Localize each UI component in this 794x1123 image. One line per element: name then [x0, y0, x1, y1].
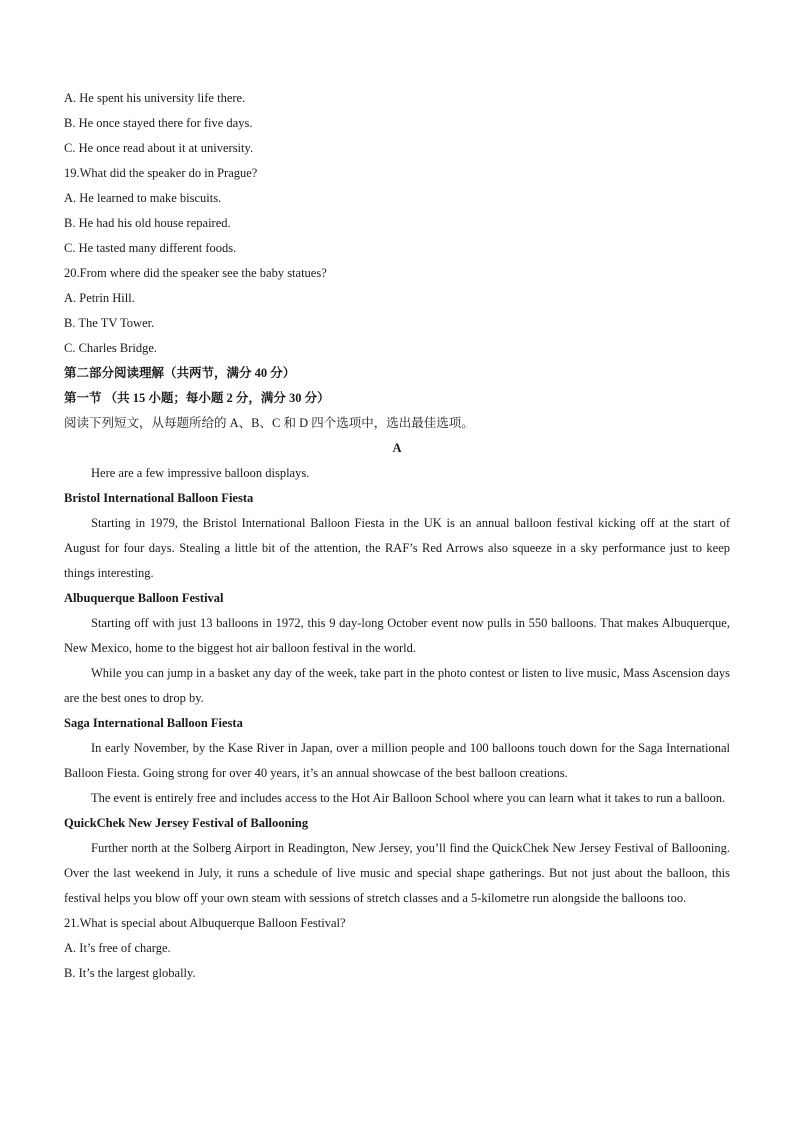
q20-question: 20.From where did the speaker see the baby statues? [64, 266, 327, 280]
q21-option-a: A. It’s free of charge. [64, 941, 171, 955]
albuquerque-paragraph-1: Starting off with just 13 balloons in 1972, this 9 day-long October event now pulls in 550 balloons. That makes Albuquerque, New Mexico, home to the biggest hot air balloon festival in the world. [64, 616, 730, 655]
part2-instructions: 阅读下列短文，从每题所给的 A、B、C 和 D 四个选项中，选出最佳选项。 [64, 416, 474, 430]
q19-question: 19.What did the speaker do in Prague? [64, 166, 258, 180]
saga-paragraph-2: The event is entirely free and includes access to the Hot Air Balloon School where you can learn what it takes to run a balloon. [91, 791, 726, 805]
q18-option-a: A. He spent his university life there. [64, 91, 246, 105]
q19-option-b: B. He had his old house repaired. [64, 216, 231, 230]
q20-option-b: B. The TV Tower. [64, 316, 155, 330]
albuquerque-paragraph-2: While you can jump in a basket any day of the week, take part in the photo contest or listen to live music, Mass Ascension days are the best ones to drop by. [64, 666, 730, 705]
q20-option-a: A. Petrin Hill. [64, 291, 135, 305]
saga-title: Saga International Balloon Fiesta [64, 716, 243, 730]
passage-intro: Here are a few impressive balloon displays. [91, 466, 310, 480]
saga-paragraph-1: In early November, by the Kase River in Japan, over a million people and 100 balloons touch down for the Saga International Balloon Fiesta. Going strong for over 40 years, it’s an annual showcase of the best balloon creations. [64, 741, 730, 780]
q19-option-c: C. He tasted many different foods. [64, 241, 237, 255]
q21-option-b: B. It’s the largest globally. [64, 966, 196, 980]
document-page [64, 86, 730, 986]
quickchek-title: QuickChek New Jersey Festival of Ballooning [64, 816, 309, 830]
bristol-paragraph: Starting in 1979, the Bristol International Balloon Fiesta in the UK is an annual balloon festival kicking off at the start of August for four days. Stealing a little bit of the attention, the RAF’s Red Arrows also squeeze in a sky performance just to keep things interesting. [64, 516, 730, 580]
passage-label: A [392, 441, 402, 455]
bristol-title: Bristol International Balloon Fiesta [64, 491, 254, 505]
albuquerque-title: Albuquerque Balloon Festival [64, 591, 224, 605]
q21-question: 21.What is special about Albuquerque Balloon Festival? [64, 916, 346, 930]
part2-heading: 第二部分阅读理解（共两节，满分 40 分） [64, 366, 296, 380]
q18-option-b: B. He once stayed there for five days. [64, 116, 253, 130]
q20-option-c: C. Charles Bridge. [64, 341, 158, 355]
quickchek-paragraph: Further north at the Solberg Airport in Readington, New Jersey, you’ll find the QuickChek New Jersey Festival of Ballooning. Over the last weekend in July, it runs a schedule of live music and special shape gatherings. But not just about the balloon, this festival helps you blow off your own steam with sessions of stretch classes and a 5-kilometre run alongside the balloons too. [64, 841, 730, 905]
section1-heading: 第一节 （共 15 小题；每小题 2 分，满分 30 分） [64, 391, 330, 405]
q19-option-a: A. He learned to make biscuits. [64, 191, 222, 205]
q18-option-c: C. He once read about it at university. [64, 141, 254, 155]
